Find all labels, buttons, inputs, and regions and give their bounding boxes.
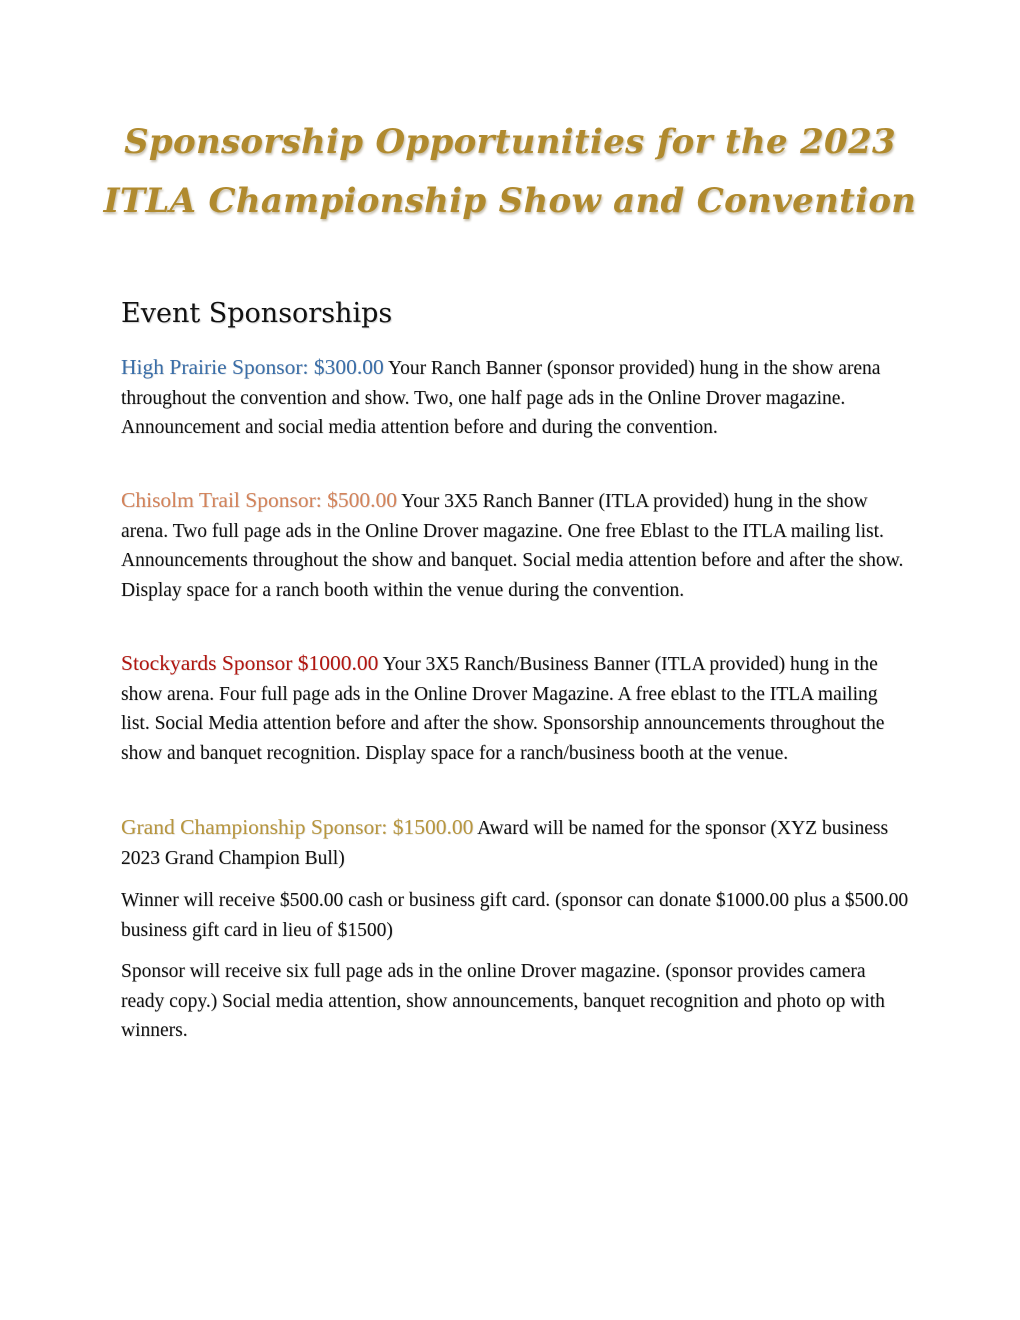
tier-description: Your 3X5 Ranch Banner (ITLA provided) hung in the show arena. Two full page ads in the Online Drover magazine. One free Eblast to the ITLA mailing list. Announcements throughout the show and banquet. Social media attention before and after the show. Display space for a ranch booth within the venue during the convention.	[121, 491, 904, 601]
grand-championship-benefits-text: Sponsor will receive six full page ads in the online Drover magazine. (sponsor provides camera ready copy.) Social media attention, show announcements, banquet recognition and photo op with winners.	[121, 961, 885, 1041]
sponsor-tier-stockyards	[121, 649, 911, 768]
tier-description: Your 3X5 Ranch/Business Banner (ITLA provided) hung in the show arena. Four full page ads in the Online Drover Magazine. A free eblast to the ITLA mailing list. Social Media attention before and after the show. Sponsorship announcements throughout the show and banquet recognition. Display space for a ranch/business booth at the venue.	[121, 654, 885, 764]
tier-label: High Prairie Sponsor: $300.00	[121, 355, 384, 379]
tier-label: Stockyards Sponsor $1000.00	[121, 651, 379, 675]
document-title-line-1: Sponsorship Opportunities for the 2023	[124, 122, 896, 162]
grand-championship-winner-text: Winner will receive $500.00 cash or business gift card. (sponsor can donate $1000.00 plus a $500.00 business gift card in lieu of $1500)	[121, 890, 909, 941]
document-title-line-2: ITLA Championship Show and Convention	[103, 181, 917, 221]
sponsor-tier-chisolm-trail	[121, 486, 911, 605]
tier-label: Chisolm Trail Sponsor: $500.00	[121, 488, 397, 512]
tier-description: Your Ranch Banner (sponsor provided) hung in the show arena throughout the convention and show. Two, one half page ads in the Online Drover magazine. Announcement and social media attention before and during the convention.	[121, 358, 881, 438]
sponsor-tier-high-prairie	[121, 353, 911, 443]
tier-label: Grand Championship Sponsor: $1500.00	[121, 815, 474, 839]
section-heading: Event Sponsorships	[121, 298, 393, 329]
sponsor-tier-grand-championship	[121, 813, 911, 873]
tier-description: Award will be named for the sponsor (XYZ business 2023 Grand Champion Bull)	[121, 818, 889, 869]
